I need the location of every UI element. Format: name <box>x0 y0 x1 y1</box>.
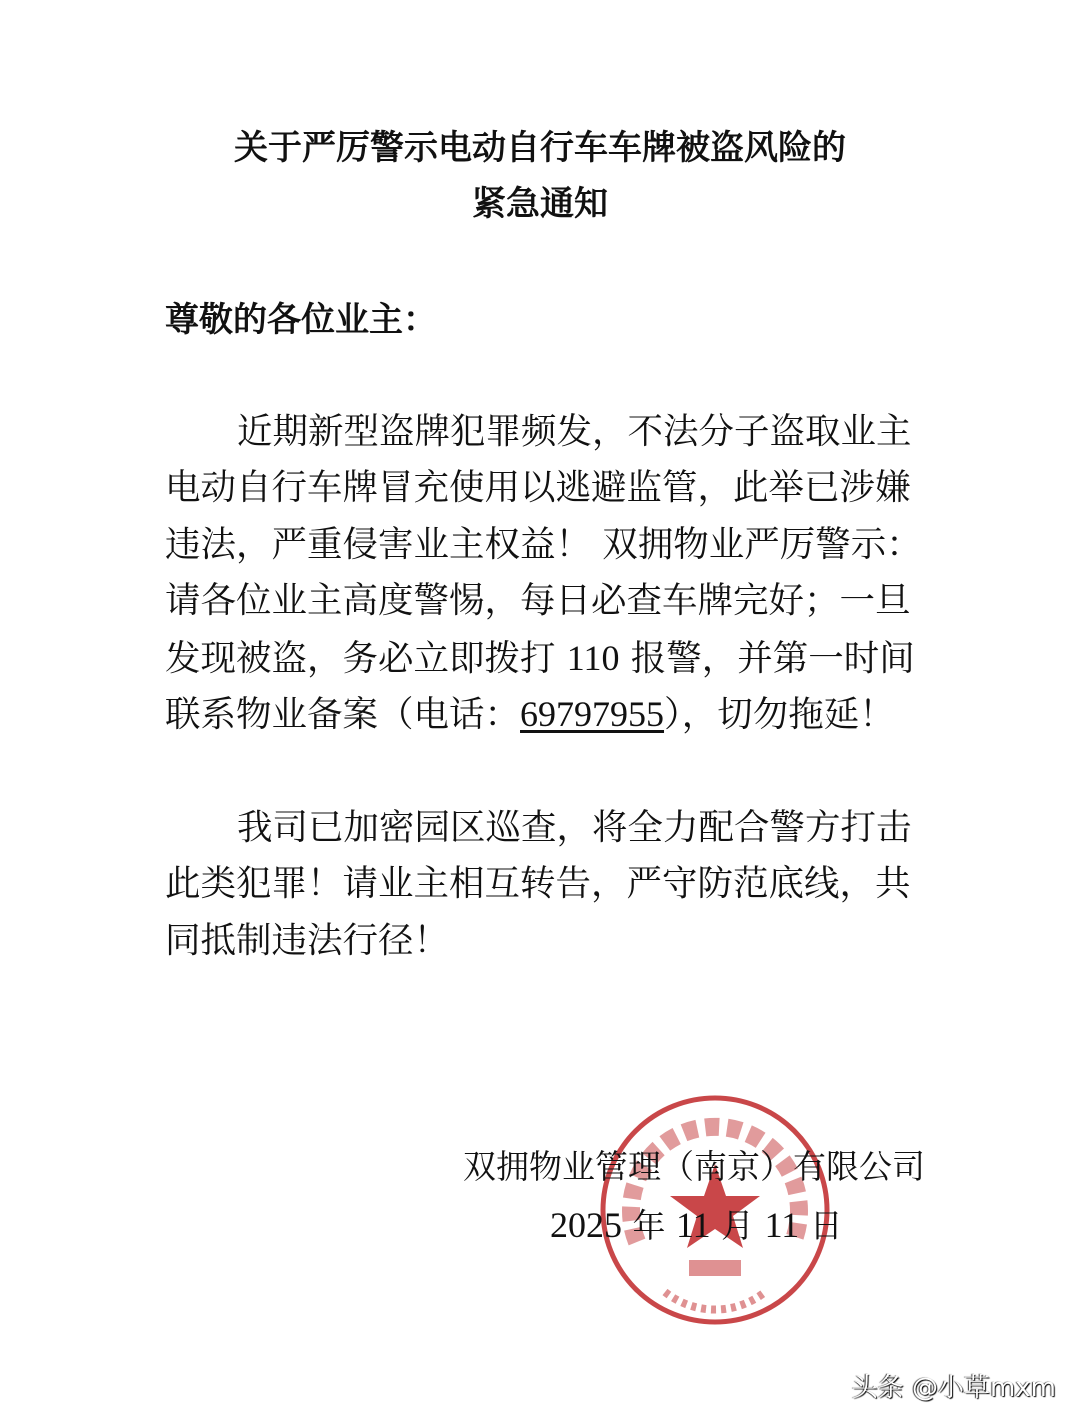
phone-number[interactable]: 69797955 <box>520 694 665 734</box>
paragraph-2-line: 我司已加密园区巡查，将全力配合警方打击 <box>237 807 912 848</box>
text: ），切勿拖延！ <box>664 694 895 735</box>
salutation: 尊敬的各位业主： <box>165 300 437 340</box>
seal-code-mark <box>665 1292 765 1310</box>
paragraph-1-line: 电动自行车牌冒充使用以逃避监管，此举已涉嫌 <box>165 467 911 508</box>
police-number: 110 <box>566 638 620 678</box>
signature-date <box>550 1204 843 1247</box>
date-label: 日 <box>799 1206 843 1245</box>
watermark: 头条 @小草mxm <box>851 1373 1056 1403</box>
paragraph-1-line: 近期新型盗牌犯罪频发，不法分子盗取业主 <box>237 411 912 452</box>
paragraph-1-line: 请各位业主高度警惕，每日必查车牌完好；一旦 <box>165 580 911 621</box>
date-month: 11 <box>675 1205 711 1245</box>
text: 报警，并第一时间 <box>619 638 915 679</box>
seal-emblem <box>689 1260 741 1276</box>
text: 联系物业备案（电话： <box>165 694 521 735</box>
text: 发现被盗，务必立即拨打 <box>165 638 567 679</box>
paragraph-2-line: 同抵制违法行径！ <box>165 920 450 961</box>
date-year: 2025 <box>550 1205 622 1245</box>
paragraph-1-line: 违法，严重侵害业主权益！ 双拥物业严厉警示： <box>165 524 922 565</box>
date-label: 月 <box>710 1206 765 1245</box>
date-label: 年 <box>622 1206 676 1245</box>
signature-company: 双拥物业管理（南京）有限公司 <box>463 1147 925 1186</box>
date-day: 11 <box>764 1205 800 1245</box>
title-line-2: 紧急通知 <box>472 184 608 224</box>
paragraph-1-line <box>165 636 915 681</box>
title-line-1: 关于严厉警示电动自行车车牌被盗风险的 <box>234 128 846 168</box>
paragraph-2-line: 此类犯罪！请业主相互转告，严守防范底线，共 <box>165 863 911 904</box>
paragraph-1-line <box>165 692 895 737</box>
